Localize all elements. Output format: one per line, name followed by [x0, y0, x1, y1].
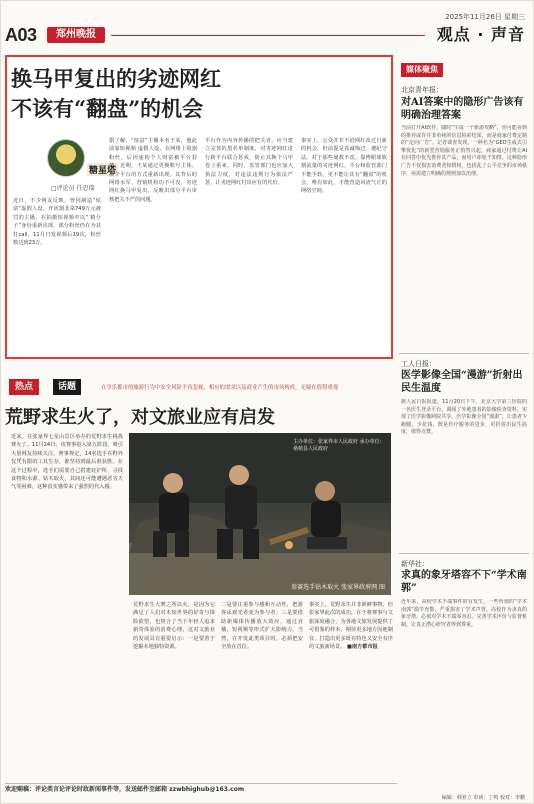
media-focus-sidebar	[399, 63, 529, 799]
contestants-image	[129, 433, 391, 595]
lead-headline-line2: 不该有“翻盘”的机会	[11, 96, 204, 121]
sidebar-body-3: 近年来，高校学术不端事件时有发生，一些所谓的“学术南郭”滥竽充数，严重损害了学术声誉。高校作为求真的象牙塔，必须对学术不端零容忍，完善学术评价与监督机制，让真正潜心研究者得到尊重。	[401, 599, 527, 628]
paper-logo: 郑州晚报	[47, 27, 105, 43]
feature-source: ■南方都市报	[346, 644, 378, 651]
photo-caption: 参赛选手钻木取火 张家界政府网 图	[291, 584, 385, 591]
lead-body-col-1: 近日，不少网友反映，曾因制造“炫富”虚假人设、开团割韭菜749万元被罚的主播，在拍摄短视频中以“ 精分子”身份重新出现，部分粉丝仍在为其打call，11月日发视频后19次，粉丝数达到23万。	[13, 198, 101, 247]
feature-body-col-2: 荒野求生大赛之所以火，是因为它满足了人们对未知世界的好奇与探险欲望，也契合了当下年轻人追求新奇体验的消费心理。这对文旅业的发展具有重要启示：一是要善于挖掘本地独特资源。	[133, 602, 215, 651]
masthead	[1, 1, 534, 47]
editor-credits: 编辑：韩亚立 审读：丁鸣 校对：李鹏	[441, 795, 525, 801]
lead-body-col-4: 事实上，公众并非不给网红改过自新的机会，但前提是真诚悔过、遵纪守法。对于那些屡教不改、靠博眼球收割流量的劣迹网红，平台和监管部门不能手软，更不能让其有“翻盘”的机会，唯有如此，才能营造风清气正的网络空间。	[301, 138, 387, 195]
sidebar-divider	[399, 353, 529, 354]
section-title: 观点 · 声音	[436, 25, 525, 44]
feature-body-col-1: 近来，在张家界七星山景区举办的荒野求生挑战赛火了。11月24日，该赛事进入第五阶段，吸引大量网友持续关注。赛事规定，14名选手在野外仅凭有限的工具生存，谁坚持到最后谁获胜。在这个过程中，选手们需要自己搭建庇护所、寻找食物和水源、钻木取火，其间还可能遭遇恶劣天气等困难，这种真实感带来了强烈的代入感。	[11, 434, 123, 491]
feature-body-text: 事实上，荒野求生并非新鲜事物，但张家界此次的成功，在于将赛事与文旅深度融合，为各地文旅发展提供了可借鉴的样本。期待更多地方因地制宜，打造出更多既有特色又安全有序的文旅新场景。	[309, 602, 393, 651]
lead-headline-line1: 换马甲复出的劣迹网红	[11, 66, 221, 91]
issue-date: 2025年11月26日 星期三	[445, 13, 525, 21]
media-focus-tag: 媒体聚焦	[401, 63, 443, 77]
sidebar-headline-2[interactable]: 医学影像全国“漫游”折射出民生温度	[401, 370, 523, 394]
page-number: A03	[5, 25, 37, 45]
sidebar-headline-1[interactable]: 对AI答案中的隐形广告该有明确治理答案	[401, 97, 524, 121]
sidebar-source-3: 新华社：	[401, 560, 429, 568]
hot-topic-label: 热点	[9, 379, 39, 395]
feature-body-col-3: 二是要注重参与感和互动性，把游客从观光者变为参与者；三是要借助新媒体传播放大效应，通过直播、短视频等形式扩大影响力。当然，在开发此类项目时，必须把安全放在首位。	[221, 602, 303, 651]
sidebar-divider	[399, 553, 529, 554]
masthead-rule	[111, 35, 425, 36]
submission-footer[interactable]: 欢迎赐稿：评论类言论评论时政新闻事件等，发送邮件至邮箱 zzwbhighub@163.com	[5, 783, 397, 795]
hot-topic-strip: 在享乐都市的旅游行为中安全风险不容忽视，相应的需求以及商业产生的市场构成，无疑在值得重视	[101, 385, 339, 391]
sidebar-source-1: 北京青年报：	[401, 86, 443, 94]
lead-article[interactable]	[5, 55, 393, 359]
hot-topic-bar	[5, 379, 397, 395]
lead-body-col-2: 据了解，“炫富”主播本名王某，他此前靠短视频 虚假人设，在网络上收割粉丝，后因虚构个人财富被平台封禁。近期，王某通过更换账号主体、换个平台的方式重新出现，其背后的网络水军、营销机构功不可没，劣迹网红换马甲复出，反映出部分平台审核把关不严的问题。	[109, 138, 197, 203]
sidebar-body-1: 当前打开AI软件，随时“生成一个新游攻略”，你可能看到的推荐或许并非单纯的信息检索结果，而是商家付费定制的“定向广告”。记者调查发现，一种名为“GEO生成式引擎优化”的新型营销服务正悄然兴起，商家通过付费让AI在回答中优先推荐其产品，而用户却毫不知情。这种隐形广告不仅损害消费者知情权，也扰乱了公平竞争的市场秩序，亟需建立明确的规则加以治理。	[401, 125, 527, 177]
feature-photo[interactable]	[129, 433, 391, 595]
sidebar-source-2: 工人日报：	[401, 360, 436, 368]
sidebar-body-2: 据人民日报报道，11月20日下午，北京大学第三医院的一名医生登录平台，调阅了外地患者的影像检查资料，实现了医学影像跨院共享。医学影像全国“漫游”，让患者少跑腿、少花钱，既是医疗服务的进步，更折射出民生温度，值得点赞。	[401, 399, 527, 436]
photo-credit-box: 主办单位：张家界市人民政府 承办单位：桑植县人民政府	[293, 439, 385, 452]
hot-topic-label-2: 话题	[53, 379, 81, 395]
feature-headline[interactable]: 荒野求生火了，对文旅业应有启发	[5, 407, 275, 428]
column-portrait-icon	[47, 139, 85, 177]
lead-byline: □评论员 任思瑞	[51, 185, 95, 192]
sidebar-headline-3[interactable]: 求真的象牙塔容不下“学术南郭”	[401, 570, 527, 594]
lead-body-col-3: 平台作为内容传播的把关者，应当建立完善的黑名单制度，对劣迹网红进行跨平台联合惩戒，防止其换个马甲卷土重来。同时，监管部门也应加大执法力度，对违法违规行为依法严惩，让劣迹网红付出应有的代价。	[205, 138, 293, 187]
column-name: 糖星塔	[87, 163, 118, 176]
feature-body-col-4	[309, 601, 393, 779]
